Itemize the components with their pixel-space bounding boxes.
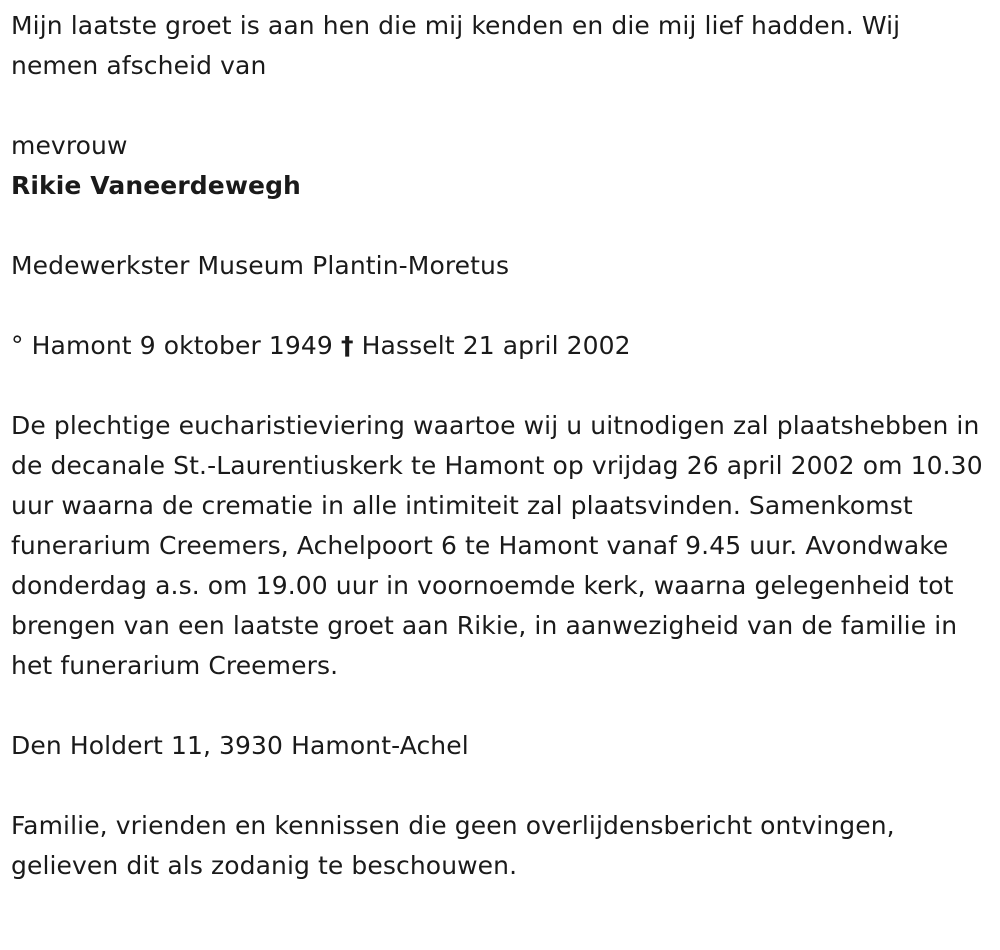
occupation: Medewerkster Museum Plantin-Moretus bbox=[11, 251, 510, 280]
spacer bbox=[11, 86, 986, 126]
cross-icon: † bbox=[341, 331, 354, 360]
spacer bbox=[11, 206, 986, 246]
closing-text: Familie, vrienden en kennissen die geen overlijdensbericht ontvingen, gelieven dit als zodanig te beschouwen. bbox=[11, 811, 895, 880]
spacer bbox=[11, 366, 986, 406]
deceased-name: Rikie Vaneerdewegh bbox=[11, 171, 301, 200]
spacer bbox=[11, 686, 986, 726]
intro-text: Mijn laatste groet is aan hen die mij kenden en die mij lief hadden. Wij nemen afscheid van bbox=[11, 11, 901, 80]
death-date: Hasselt 21 april 2002 bbox=[361, 331, 631, 360]
spacer bbox=[11, 766, 986, 806]
life-dates bbox=[11, 326, 986, 366]
address: Den Holdert 11, 3930 Hamont-Achel bbox=[11, 731, 469, 760]
ceremony-text: De plechtige eucharistieviering waartoe wij u uitnodigen zal plaatshebben in de decanale St.-Laurentiuskerk te Hamont op vrijdag 26 april 2002 om 10.30 uur waarna de crematie in alle intimiteit zal plaatsvinden. Samenkomst funerarium Creemers, Achelpoort 6 te Hamont vanaf 9.45 uur. Avondwake donderdag a.s. om 19.00 uur in voornoemde kerk, waarna gelegenheid tot brengen van een laatste groet aan Rikie, in aanwezigheid van de familie in het funerarium Creemers. bbox=[11, 411, 983, 680]
birth-date: Hamont 9 oktober 1949 bbox=[31, 331, 333, 360]
title-prefix: mevrouw bbox=[11, 131, 128, 160]
spacer bbox=[11, 286, 986, 326]
death-notice bbox=[11, 6, 986, 886]
birth-symbol: ° bbox=[11, 331, 24, 360]
